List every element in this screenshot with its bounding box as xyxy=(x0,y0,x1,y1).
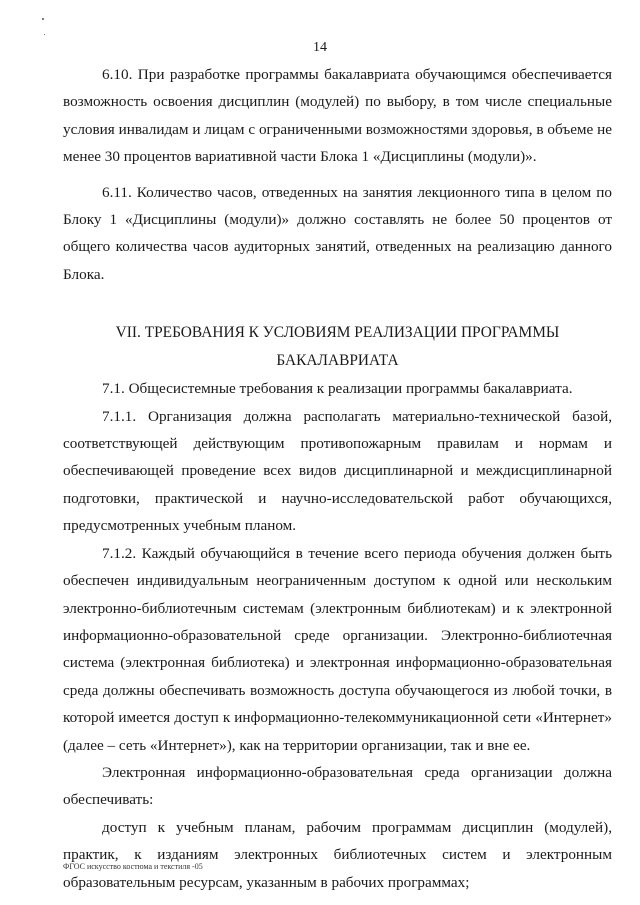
paragraph-access: доступ к учебным планам, рабочим программам дисциплин (модулей), практик, к изданиям электронных библиотечных систем и электронным образовательным ресурсам, указанным в рабочих программах; xyxy=(63,818,612,891)
paragraph-6-11: 6.11. Количество часов, отведенных на занятия лекционного типа в целом по Блоку 1 «Дисциплины (модули)» должно составлять не более 50 процентов от общего количества часов аудиторных занятий, отведенных на реализацию данного Блока. xyxy=(63,183,612,283)
section-heading-line2: БАКАЛАВРИАТА xyxy=(276,352,399,370)
paragraph-eios: Электронная информационно-образовательная среда организации должна обеспечивать: xyxy=(63,763,612,809)
section-heading-line1: VII. ТРЕБОВАНИЯ К УСЛОВИЯМ РЕАЛИЗАЦИИ ПРОГРАММЫ xyxy=(115,324,560,342)
scan-speck xyxy=(44,34,45,35)
paragraph-6-10: 6.10. При разработке программы бакалавриата обучающимся обеспечивается возможность освоения дисциплин (модулей) по выбору, в том числе специальные условия инвалидам и лицам с ограниченными возможностями здоровья, в объеме не менее 30 процентов вариативной части Блока 1 «Дисциплины (модули)». xyxy=(63,66,612,166)
footer-note: ФГОС искусство костюма и текстиля -05 xyxy=(63,862,203,871)
paragraph-7-1-1: 7.1.1. Организация должна располагать материально-технической базой, соответствующей действующим противопожарным правилам и нормам и обеспечивающей проведение всех видов дисциплинарной и междисциплинарной подготовки, практической и научно-исследовательской работ обучающихся, предусмотренных учебным планом. xyxy=(63,407,612,535)
scan-speck xyxy=(42,18,44,20)
paragraph-7-1-2: 7.1.2. Каждый обучающийся в течение всего периода обучения должен быть обеспечен индивидуальным неограниченным доступом к одной или нескольким электронно-библиотечным системам (электронным библиотекам) и к электронной информационно-образовательной среде организации. Электронно-библиотечная система (электронная библиотека) и электронная информационно-образовательная среда должны обеспечивать возможность доступа обучающегося из любой точки, в которой имеется доступ к информационно-телекоммуникационной сети «Интернет» (далее – сеть «Интернет»), как на территории организации, так и вне ее. xyxy=(63,544,612,754)
page-number: 14 xyxy=(313,40,327,55)
document-body xyxy=(63,61,612,896)
paragraph-7-1: 7.1. Общесистемные требования к реализации программы бакалавриата. xyxy=(102,380,573,398)
section-heading xyxy=(63,319,612,375)
